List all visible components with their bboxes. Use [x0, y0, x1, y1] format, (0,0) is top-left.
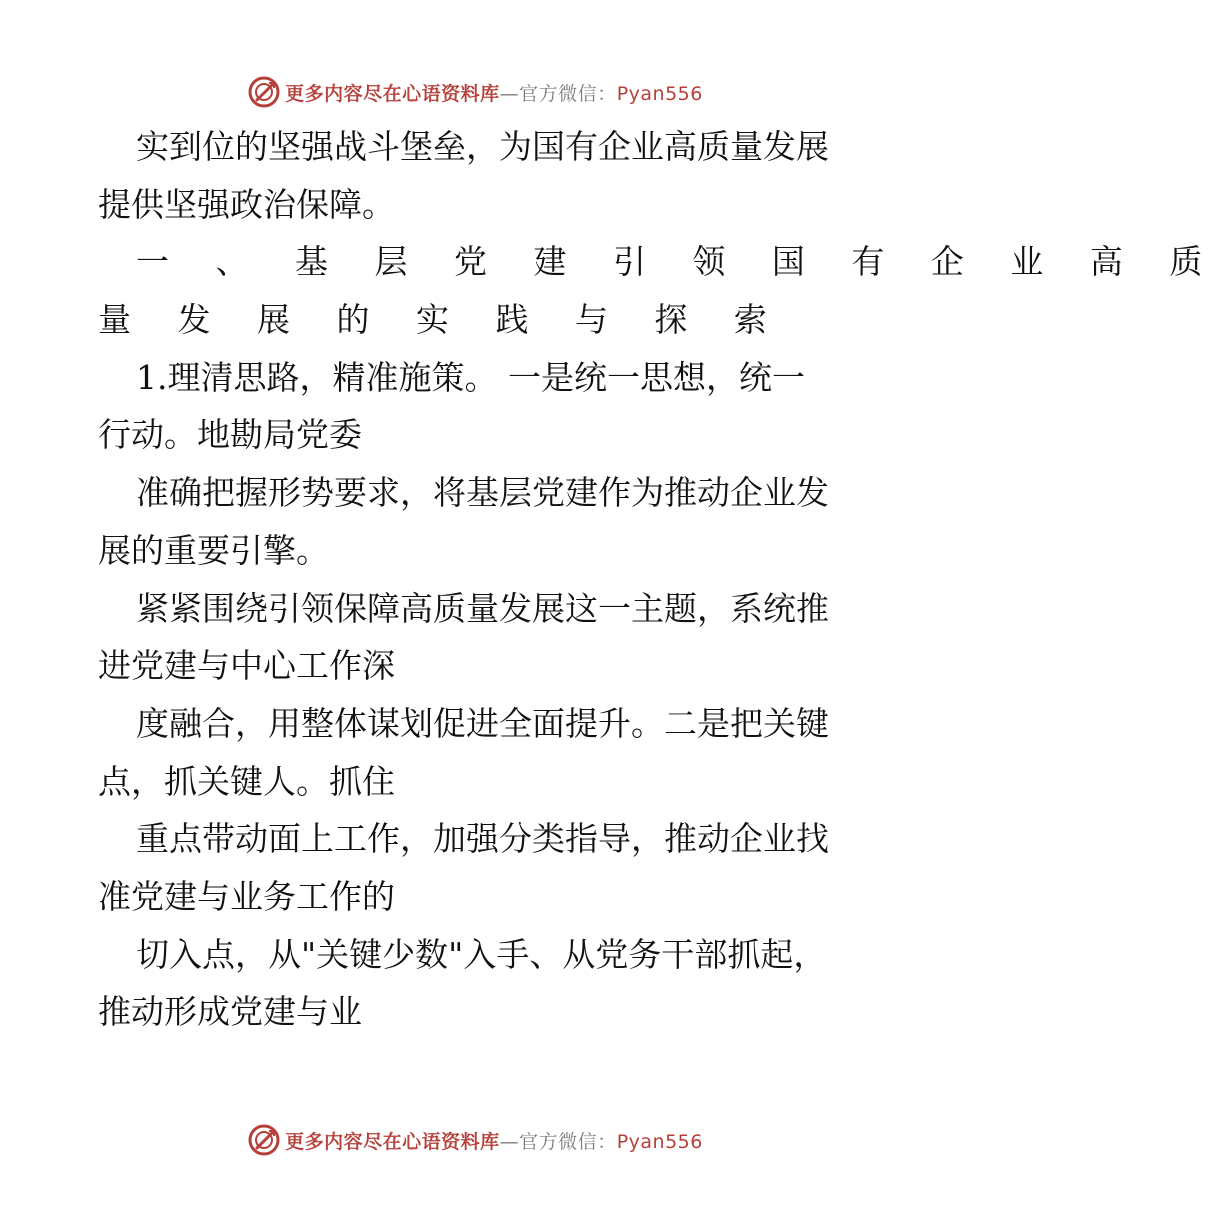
header-banner: [0, 72, 950, 112]
header-wechat-id: Pyan556: [616, 82, 703, 105]
footer-wechat-label: —官方微信：: [499, 1130, 617, 1153]
footer-wechat-id: Pyan556: [616, 1130, 703, 1153]
body-line: 准党建与业务工作的: [98, 876, 395, 916]
body-line: 进党建与中心工作深: [98, 646, 395, 686]
header-banner-text: [285, 79, 703, 106]
footer-banner: [0, 1120, 950, 1160]
body-line: 切入点，从"关键少数"入手、从党务干部抓起，: [136, 934, 827, 974]
footer-site-name: 更多内容尽在心语资料库: [285, 1130, 500, 1153]
footer-banner-text: [285, 1127, 703, 1154]
body-line: 重点带动面上工作，加强分类指导，推动企业找: [136, 819, 829, 859]
body-line: 紧紧围绕引领保障高质量发展这一主题，系统推: [136, 588, 829, 628]
brand-logo-icon: [247, 75, 281, 109]
body-line: 行动。地勘局党委: [98, 415, 362, 455]
body-line: 展的重要引擎。: [98, 530, 329, 570]
header-wechat-label: —官方微信：: [499, 82, 617, 105]
document-body: [98, 118, 1220, 1041]
body-line: 点，抓关键人。抓住: [98, 761, 395, 801]
body-line: 实到位的坚强战斗堡垒，为国有企业高质量发展: [136, 127, 829, 166]
body-line: 推动形成党建与业: [98, 992, 362, 1032]
body-line: 度融合，用整体谋划促进全面提升。二是把关键: [136, 703, 829, 743]
body-line: 提供坚强政治保障。: [98, 184, 395, 224]
header-site-name: 更多内容尽在心语资料库: [285, 82, 500, 105]
body-line: 1.理清思路，精准施策。 一是统一思想，统一: [136, 357, 805, 397]
body-line: 准确把握形势要求，将基层党建作为推动企业发: [136, 473, 829, 513]
section-heading-line: 量 发 展 的 实 践 与 探 索: [98, 300, 785, 340]
brand-logo-icon: [247, 1123, 281, 1157]
section-heading-line: 一 、 基 层 党 建 引 领 国 有 企 业 高 质: [136, 242, 1220, 282]
